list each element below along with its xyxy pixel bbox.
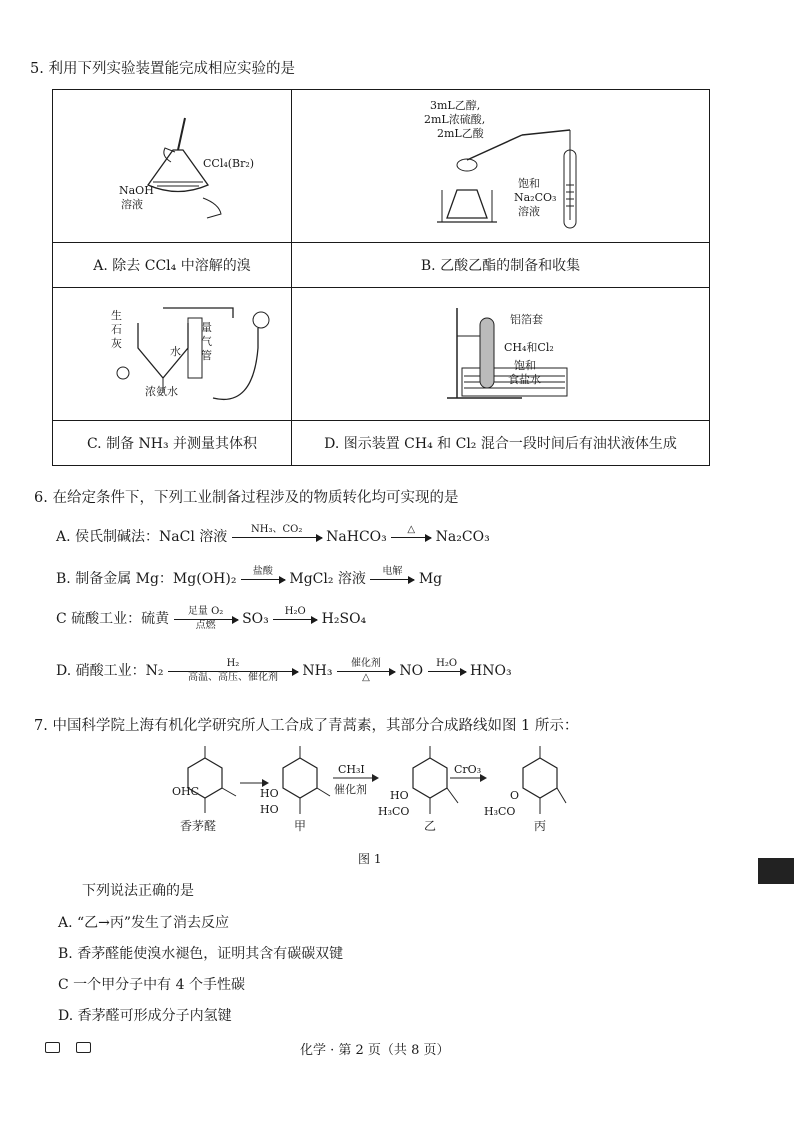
q7-name-citronellal: 香茅醛 — [180, 819, 217, 833]
q7-ho-3: HO — [390, 789, 409, 802]
q7-stem: 7. 中国科学院上海有机化学研究所人工合成了青蒿素，其部分合成路线如图 1 所示： — [34, 718, 579, 734]
q7-reagent-1-top: CH₃I — [338, 763, 365, 776]
q7-h3co-1: H₃CO — [378, 805, 410, 818]
q6-stem: 6. 在给定条件下，下列工业制备过程涉及的物质转化均可实现的是 — [34, 490, 459, 506]
q6-option-d: D. 硝酸工业：N₂ H₂ 高温、高压、催化剂 NH₃ 催化剂 △ NO H₂O HNO₃ — [56, 658, 512, 683]
q5-b-label-solution: 溶液 — [518, 205, 540, 218]
ester-apparatus-drawing — [292, 90, 710, 242]
q5-a-label-solution: 溶液 — [121, 198, 143, 211]
q5-apparatus-table — [52, 89, 710, 466]
q7-h3co-2: H₃CO — [484, 805, 516, 818]
q5-c-label-3: 灰 — [111, 337, 122, 350]
q5-d-label-brine: 食盐水 — [508, 373, 541, 386]
q5-b-caption: B. 乙酸乙酯的制备和收集 — [292, 243, 710, 288]
q5-a-caption: A. 除去 CCl₄ 中溶解的溴 — [53, 243, 292, 288]
q5-c-label-5: 量 — [201, 321, 212, 334]
q5-b-label-ethanol: 3mL乙醇, — [430, 99, 481, 112]
q6-option-b: B. 制备金属 Mg：Mg(OH)₂ 盐酸 MgCl₂ 溶液 电解 Mg — [56, 566, 443, 587]
q5-c-label-7: 管 — [201, 349, 212, 362]
q5-b-label-na2co3: Na₂CO₃ — [514, 191, 557, 204]
q5-c-label-ammonia: 浓氨水 — [145, 385, 178, 398]
q7-name-jia: 甲 — [294, 819, 307, 833]
ch4-apparatus-drawing — [292, 288, 710, 420]
q7-ohc: OHC — [172, 785, 200, 798]
q7-option-d: D. 香茅醛可形成分子内氢键 — [58, 1008, 232, 1024]
q7-sub-stem: 下列说法正确的是 — [82, 883, 194, 899]
separatory-funnel-drawing — [53, 90, 291, 242]
q7-figure-caption: 图 1 — [358, 852, 382, 866]
q7-option-c: C 一个甲分子中有 4 个手性碳 — [58, 977, 245, 993]
q6-option-c: C 硫酸工业：硫黄 足量 O₂ 点燃 SO₃ H₂O H₂SO₄ — [56, 606, 367, 631]
q5-d-label-sat: 饱和 — [514, 359, 536, 372]
q5-b-label-sat: 饱和 — [518, 177, 540, 190]
page-edge-tab — [758, 858, 794, 884]
q7-option-b: B. 香茅醛能使溴水褪色，证明其含有碳碳双键 — [58, 946, 344, 962]
q5-c-label-6: 气 — [201, 335, 212, 348]
q5-a-label-ccl4: CCl₄(Br₂) — [203, 157, 255, 170]
q5-d-figure — [292, 288, 709, 420]
q5-c-label-1: 生 — [111, 309, 122, 322]
q5-c-label-2: 石 — [111, 323, 122, 336]
q6-option-a: A. 侯氏制碱法：NaCl 溶液 NH₃、CO₂ NaHCO₃ △ Na₂CO₃ — [56, 524, 490, 545]
q5-c-label-water: 水 — [170, 345, 181, 358]
q7-o: O — [510, 789, 520, 802]
q5-d-label-gas: CH₄和Cl₂ — [504, 341, 554, 354]
q5-c-figure — [53, 288, 291, 420]
q5-d-caption: D. 图示装置 CH₄ 和 Cl₂ 混合一段时间后有油状液体生成 — [292, 421, 710, 466]
q5-b-label-acid: 2mL乙酸 — [437, 127, 484, 140]
q7-reagent-2: CrO₃ — [454, 763, 482, 776]
q5-stem: 5. 利用下列实验装置能完成相应实验的是 — [30, 61, 295, 77]
q7-reagent-1-bottom: 催化剂 — [334, 783, 367, 796]
q5-d-label-foil: 铝箔套 — [510, 313, 543, 326]
q7-ho-1: HO — [260, 787, 279, 800]
q5-b-figure — [292, 90, 709, 242]
q7-name-bing: 丙 — [534, 819, 547, 833]
q5-a-figure — [53, 90, 291, 242]
footer-box-2 — [76, 1042, 91, 1053]
footer-box-1 — [45, 1042, 60, 1053]
q7-option-a: A. “乙→丙”发生了消去反应 — [58, 915, 230, 931]
q7-ho-2: HO — [260, 803, 279, 816]
q7-synthesis-figure — [150, 738, 570, 838]
q5-c-caption: C. 制备 NH₃ 并测量其体积 — [53, 421, 292, 466]
q5-a-label-naoh: NaOH — [119, 184, 154, 197]
q7-name-yi: 乙 — [424, 819, 437, 833]
q5-b-label-h2so4: 2mL浓硫酸, — [424, 113, 486, 126]
page-footer: 化学 · 第 2 页（共 8 页） — [300, 1043, 450, 1058]
